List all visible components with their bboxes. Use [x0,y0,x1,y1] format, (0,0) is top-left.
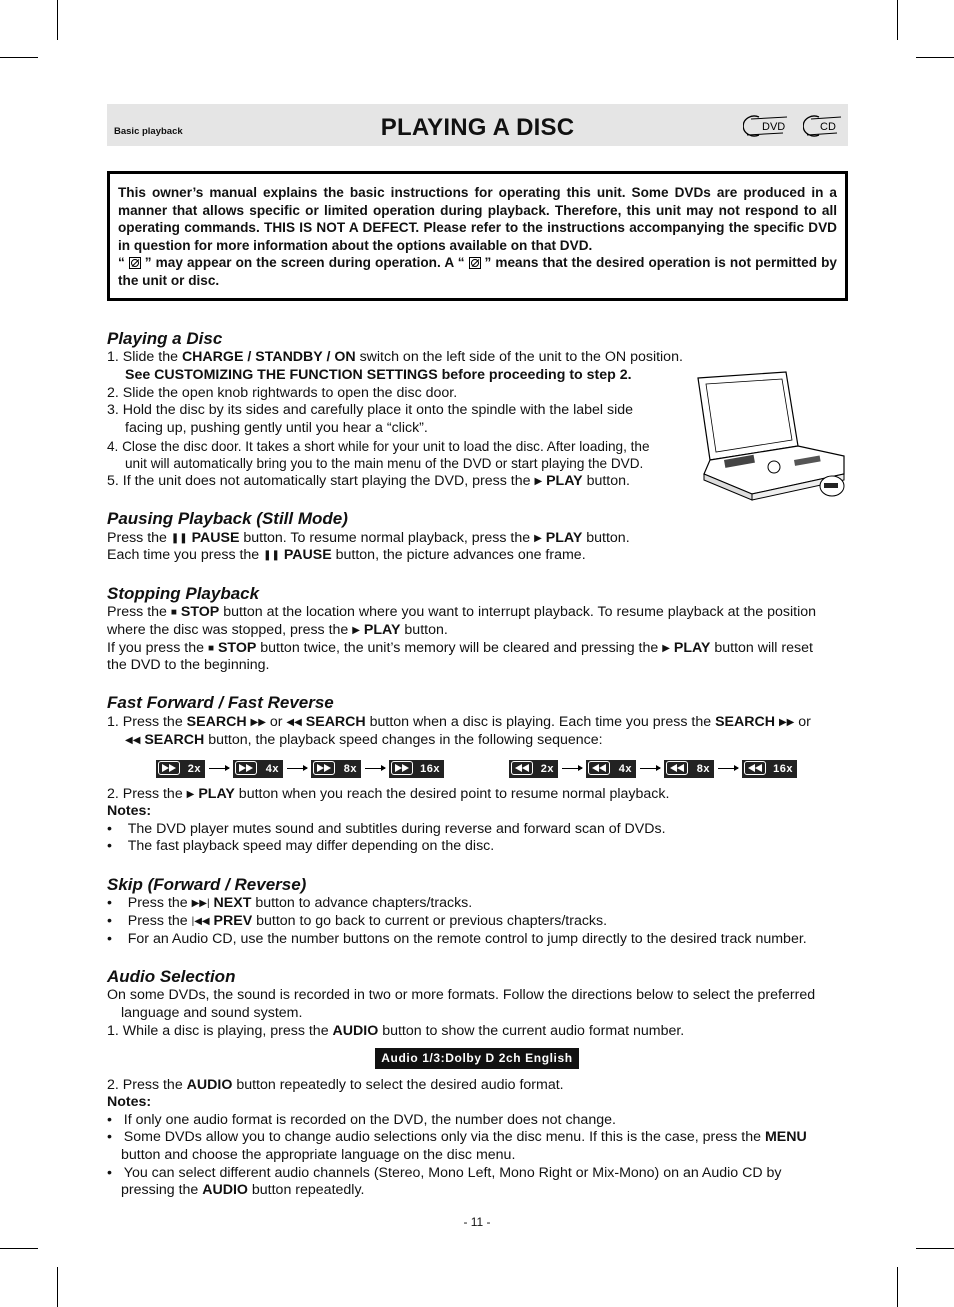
page-number: - 11 - [463,1215,491,1229]
audio-note-2-cont: button and choose the appropriate language on the disc menu. [121,1147,516,1163]
crop-mark [897,1267,898,1307]
fast-forward-icon [313,761,335,775]
fast-notes-label: Notes: [107,803,152,819]
fast-note-1: • The DVD player mutes sound and subtitles during reverse and forward scan of DVDs. [107,821,666,837]
pausing-line-1: Press the ❚❚ PAUSE button. To resume normal playback, press the ▶ PLAY button. [107,530,630,546]
speed-label: 16x [420,763,440,775]
fast-note-2: • The fast playback speed may differ depending on the disc. [107,838,495,854]
prohibited-icon [469,257,481,269]
fast-reverse-icon [588,761,610,775]
speed-label: 4x [618,763,632,775]
fast-reverse-icon: ◀◀ [125,735,141,746]
crop-mark [57,0,58,40]
section-label: Basic playback [114,126,183,137]
audio-note-2: • Some DVDs allow you to change audio selections only via the disc menu. If this is the case, press the MENU [107,1129,807,1145]
prev-icon: |◀◀ [191,916,210,927]
crop-mark [0,57,38,58]
stop-icon: ■ [207,643,214,654]
dvd-badge-icon [743,114,789,136]
fast-forward-icon [235,761,257,775]
fast-reverse-icon [666,761,688,775]
playing-step-2: 2. Slide the open knob rightwards to open the disc door. [107,385,458,401]
speed-label: 8x [343,763,357,775]
crop-mark [897,0,898,40]
pause-icon: ❚❚ [170,533,188,544]
speed-label: 2x [540,763,554,775]
fast-reverse-speed-box [509,760,558,778]
speed-label: 4x [265,763,279,775]
notice-box [107,171,848,301]
fast-forward-speed-box [233,760,283,778]
playing-step-4: 4. Close the disc door. It takes a short while for your unit to load the disc. After loading, the [107,439,650,454]
play-icon: ▶ [352,625,360,636]
sequence-arrow-icon [718,768,738,769]
fast-step-1: 1. Press the SEARCH ▶▶ or ◀◀ SEARCH button when a disc is playing. Each time you press the SEARCH ▶▶ or [107,714,811,730]
page-header [107,104,848,146]
speed-label: 16x [773,763,793,775]
audio-intro: On some DVDs, the sound is recorded in two or more formats. Follow the directions below to select the preferred [107,987,816,1003]
heading-skip: Skip (Forward / Reverse) [107,875,307,894]
sequence-arrow-icon [640,768,660,769]
audio-osd-display: Audio 1/3:Dolby D 2ch English [375,1048,579,1069]
heading-pausing-playback: Pausing Playback (Still Mode) [107,509,348,528]
speed-label: 8x [696,763,710,775]
stop-icon: ■ [170,607,177,618]
fast-forward-speed-box [311,760,361,778]
stopping-line-3: If you press the ■ STOP button twice, the unit’s memory will be cleared and pressing the ▶ PLAY button will reset [107,640,813,656]
fast-forward-icon [158,761,180,775]
audio-step-1: 1. While a disc is playing, press the AUDIO button to show the current audio format number. [107,1023,685,1039]
crop-mark [916,57,954,58]
audio-note-3-cont: pressing the AUDIO button repeatedly. [121,1182,365,1198]
pausing-line-2: Each time you press the ❚❚ PAUSE button, the picture advances one frame. [107,547,586,563]
next-icon: ▶▶| [191,898,210,909]
dvd-badge-label: DVD [762,121,786,133]
page-title: PLAYING A DISC [380,114,575,141]
skip-bullet-3: • For an Audio CD, use the number buttons on the remote control to jump directly to the desired track number. [107,931,807,947]
fast-reverse-speed-box [586,760,636,778]
stopping-line-4: the DVD to the beginning. [107,657,270,673]
cd-badge-label: CD [820,121,836,133]
skip-bullet-1: • Press the ▶▶| NEXT button to advance chapters/tracks. [107,895,473,911]
play-icon: ▶ [534,476,543,487]
heading-stopping-playback: Stopping Playback [107,584,260,603]
speed-label: 2x [187,763,201,775]
fast-forward-icon: ▶▶ [778,717,795,728]
heading-audio-selection: Audio Selection [107,967,236,986]
skip-bullet-2: • Press the |◀◀ PREV button to go back to current or previous chapters/tracks. [107,913,608,929]
sequence-arrow-icon [209,768,229,769]
audio-notes-label: Notes: [107,1094,152,1110]
heading-playing-a-disc: Playing a Disc [107,329,223,348]
sequence-arrow-icon [287,768,307,769]
audio-intro-cont: language and sound system. [121,1005,303,1021]
notice-prohibited-text: “ ” may appear on the screen during operation. A “ ” means that the desired operation is not permitted by the unit or disc. [118,255,837,288]
fast-reverse-icon: ◀◀ [286,717,302,728]
stopping-line-1: Press the ■ STOP button at the location where you want to interrupt playback. To resume playback at the position [107,604,817,620]
crop-mark [0,1248,38,1249]
fast-forward-speed-box [156,760,205,778]
fast-reverse-speed-box [664,760,714,778]
pause-icon: ❚❚ [263,550,280,561]
playing-step-3-cont: facing up, pushing gently until you hear a “click”. [125,420,428,436]
playing-step-5: 5. If the unit does not automatically start playing the DVD, press the ▶ PLAY button. [107,473,630,489]
prohibited-icon [129,257,141,269]
crop-mark [57,1267,58,1307]
playing-step-3: 3. Hold the disc by its sides and carefully place it onto the spindle with the label side [107,402,634,418]
fast-reverse-speed-box [742,760,797,778]
audio-step-2: 2. Press the AUDIO button repeatedly to select the desired audio format. [107,1077,564,1093]
audio-note-3: • You can select different audio channels (Stereo, Mono Left, Mono Right or Mix-Mono) on an Audio CD by [107,1165,782,1181]
play-icon: ▶ [186,789,195,800]
stopping-line-2: where the disc was stopped, press the ▶ PLAY button. [107,622,448,638]
portable-dvd-player-illustration [694,370,854,515]
sequence-arrow-icon [562,768,582,769]
cd-badge-icon [803,114,843,136]
notice-text: This owner’s manual explains the basic instructions for operating this unit. Some DVDs are produced in a manner that allows specific or limited operation during playback. Therefore, this unit may not respond to all operating commands. THIS IS NOT A DEFECT. Please refer to the instructions accompanying the specific DVD in question for more information about the options available on that DVD. [118,185,837,253]
fast-step-1-cont: ◀◀ SEARCH button, the playback speed changes in the following sequence: [125,732,603,748]
fast-forward-speed-box [389,760,444,778]
fast-step-2: 2. Press the ▶ PLAY button when you reach the desired point to resume normal playback. [107,786,670,802]
play-icon: ▶ [662,643,670,654]
heading-fast-forward: Fast Forward / Fast Reverse [107,693,334,712]
crop-mark [916,1248,954,1249]
fast-forward-icon [391,761,413,775]
sequence-arrow-icon [365,768,385,769]
fast-reverse-icon [511,761,533,775]
playing-step-1-note: See CUSTOMIZING THE FUNCTION SETTINGS before proceeding to step 2. [125,367,632,383]
play-icon: ▶ [534,533,542,544]
fast-reverse-icon [744,761,766,775]
audio-note-1: • If only one audio format is recorded on the DVD, the number does not change. [107,1112,616,1128]
fast-forward-icon: ▶▶ [250,717,266,728]
playing-step-4-cont: unit will automatically bring you to the main menu of the DVD or start playing the DVD. [125,456,644,471]
playing-step-1: 1. Slide the CHARGE / STANDBY / ON switch on the left side of the unit to the ON position. [107,349,683,365]
